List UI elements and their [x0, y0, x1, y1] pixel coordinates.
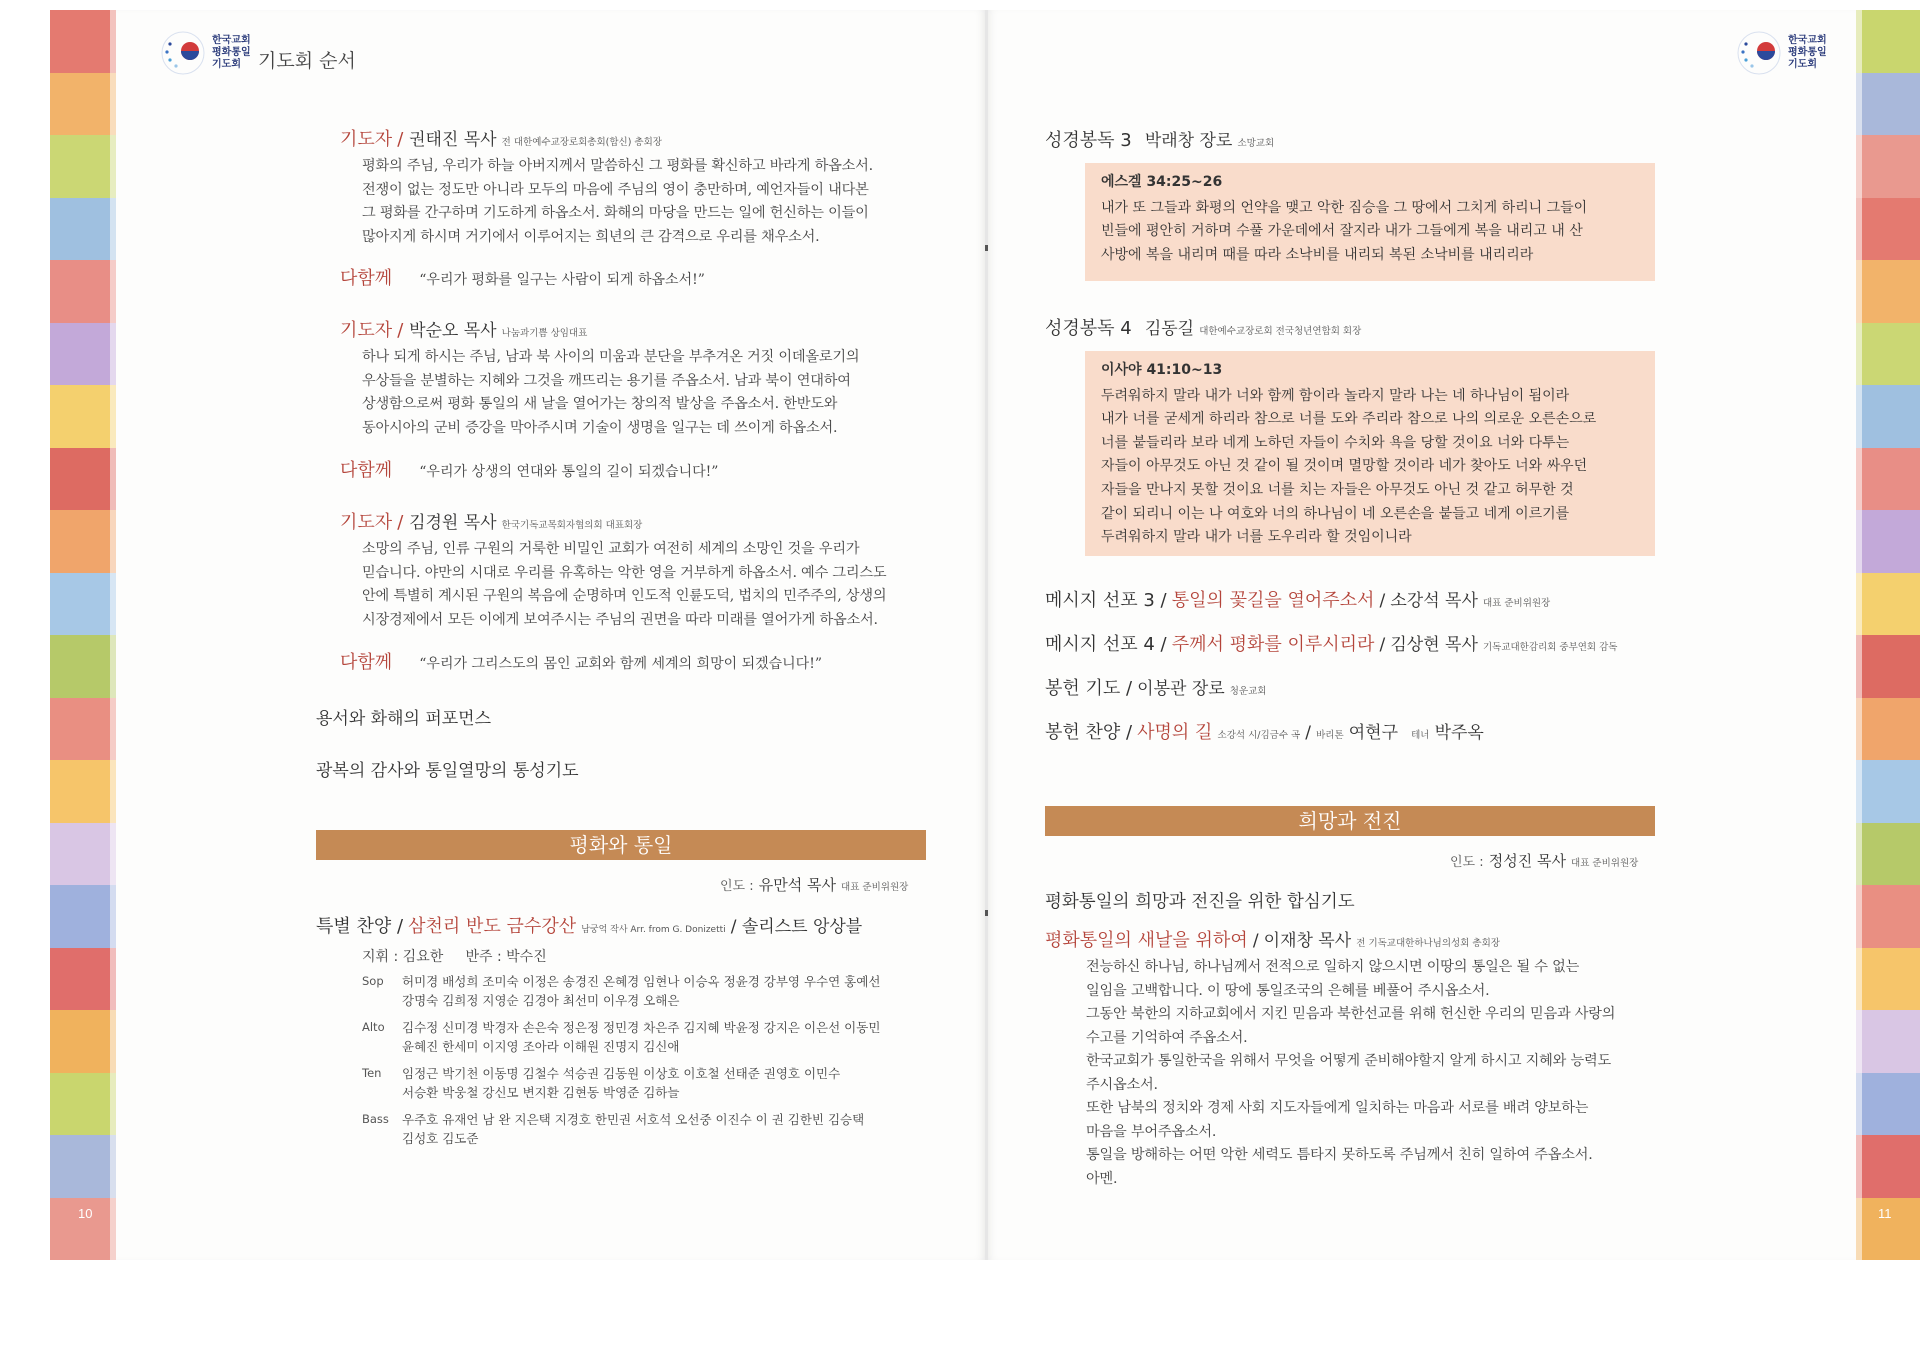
- message-title: 주께서 평화를 이루시리라: [1171, 634, 1375, 655]
- color-band: [50, 823, 116, 886]
- color-band: [1856, 823, 1920, 886]
- prayer-line: 많아지게 하시며 거기에서 이루어지는 희년의 큰 감격으로 우리를 채우소서.: [362, 228, 820, 245]
- prayer-1-text: [362, 155, 932, 249]
- prayer-line: 시장경제에서 모든 이에게 보여주시는 주님의 권면을 따라 미래를 열어가게 하옵소서.: [362, 611, 878, 628]
- logo-line: 기도회: [1788, 59, 1817, 70]
- prayer-3-response: [340, 648, 822, 674]
- prayer-leader-affiliation: 나눔과기쁨 상임대표: [501, 328, 588, 339]
- scripture-box-isaiah: [1085, 351, 1655, 556]
- hymn-performer: / 솔리스트 앙상블: [730, 917, 863, 937]
- section-leader: [720, 874, 908, 895]
- color-band: [50, 573, 116, 636]
- color-band: [1856, 635, 1920, 698]
- message-label: 메시지 선포 3 /: [1045, 590, 1167, 611]
- preacher-name: 김상현 목사: [1390, 635, 1478, 655]
- color-band: [50, 635, 116, 698]
- color-band: [1856, 260, 1920, 323]
- offering-prayer-name: 이봉관 장로: [1137, 679, 1225, 699]
- logo-line: 한국교회: [1788, 35, 1827, 46]
- color-band: [50, 1010, 116, 1073]
- header-logo-left: [160, 30, 251, 76]
- color-band: [50, 448, 116, 511]
- bible-reading-3: [1045, 126, 1274, 152]
- choir-names: 서승환 박웅철 강신모 변지환 김현동 박영준 김하늘: [402, 1085, 680, 1100]
- prayer-1-header: 기도자 / 권태진 목사 전 대한예수교장로회총회(합신) 총회장: [340, 129, 662, 150]
- scripture-box-ezekiel: [1085, 163, 1655, 281]
- choir-part-ten: [362, 1064, 942, 1102]
- right-color-stripe: [1856, 10, 1920, 1260]
- choir-part-label: Bass: [362, 1112, 389, 1126]
- choir-names: 윤혜진 한세미 이지영 조아라 이해원 진명지 김신애: [402, 1039, 680, 1054]
- prayer-role-label: 기도자: [340, 320, 393, 341]
- prayer-line: 믿습니다. 야만의 시대로 우리를 유혹하는 악한 영을 거부하게 하옵소서. 예수 그리스도: [362, 564, 887, 581]
- preacher-affiliation: 기독교대한감리회 중부연회 감독: [1482, 642, 1618, 653]
- preacher-name: 소강석 목사: [1390, 591, 1478, 611]
- preacher-affiliation: 대표 준비위원장: [1482, 598, 1551, 609]
- color-band: [1856, 73, 1920, 136]
- choir-names: 우주호 유재언 남 완 지은택 지경호 한민권 서호석 오선중 이진수 이 권 김한빈 김승택: [402, 1112, 865, 1127]
- color-band: [1856, 698, 1920, 761]
- color-band: [50, 1135, 116, 1198]
- color-band: [1856, 510, 1920, 573]
- peace-logo-icon: [160, 30, 206, 76]
- logo-line: 평화통일: [1788, 47, 1827, 58]
- leader-label: 인도 :: [1450, 855, 1484, 870]
- scripture-line: 같이 되리니 이는 나 여호와 너의 하나님이 네 오른손을 붙들고 네게 이르기를: [1101, 505, 1570, 522]
- offering-hymn-label: 봉헌 찬양 /: [1045, 722, 1133, 743]
- joint-prayer-title: 평화통일의 새날을 위하여: [1045, 930, 1248, 951]
- scripture-line: 사방에 복을 내리며 때를 따라 소낙비를 내리되 복된 소낙비를 내리리라: [1101, 246, 1534, 263]
- prayer-role-label: 기도자: [340, 512, 393, 533]
- choir-part-bass: [362, 1110, 942, 1148]
- offering-hymn-credit: 소강석 시/김금수 곡: [1217, 730, 1301, 741]
- scripture-line: 두려워하지 말라 내가 너와 함께 함이라 놀라지 말라 나는 네 하나님이 됨이라: [1101, 387, 1570, 404]
- scripture-line: 자들을 만나지 못할 것이요 너를 치는 자들은 아무것도 아닌 것 같고 허무한 것: [1101, 481, 1574, 498]
- logo-line: 평화통일: [212, 47, 251, 58]
- color-band: [50, 198, 116, 261]
- prayer-line: 전쟁이 없는 정도만 아니라 모두의 마음에 주님의 영이 충만하며, 예언자들이 내다본: [362, 181, 869, 198]
- prayer-line: 또한 남북의 정치와 경제 사회 지도자들에게 일치하는 마음과 서로를 배려 양보하는: [1086, 1100, 1589, 1116]
- prayer-line: 통일을 방해하는 어떤 악한 세력도 틈타지 못하도록 주님께서 친히 일하여 주옵소서.: [1086, 1147, 1593, 1163]
- choir-names: 허미경 배성희 조미숙 이정은 송경진 온혜경 임현나 이승옥 정윤경 강부영 우수연 홍예선: [402, 974, 881, 989]
- section-bar-peace-unification: 평화와 통일: [316, 830, 926, 860]
- header-logo-right: [1736, 30, 1827, 76]
- prayer-line: 그 평화를 간구하며 기도하게 하옵소서. 화해의 마당을 만드는 일에 헌신하는 이들이: [362, 205, 869, 221]
- offering-hymn-title: 사명의 길: [1137, 722, 1213, 743]
- color-band: [1856, 885, 1920, 948]
- performer-role: 테너: [1411, 730, 1430, 741]
- color-band: [1856, 10, 1920, 73]
- prayer-leader-affiliation: 전 대한예수교장로회총회(합신) 총회장: [501, 137, 662, 148]
- section-leader: [1450, 850, 1638, 871]
- prayer-line: 하나 되게 하시는 주님, 남과 북 사이의 미움과 분단을 부추겨온 거짓 이데올로기의: [362, 349, 860, 365]
- choir-names: 김성호 김도준: [402, 1131, 479, 1146]
- color-band: [1856, 573, 1920, 636]
- together-response: “우리가 평화를 일구는 사람이 되게 하옵소서!”: [419, 272, 705, 288]
- prayer-line: 일임을 고백합니다. 이 땅에 통일조국의 은혜를 베풀어 주시옵소서.: [1086, 982, 1490, 999]
- prayer-line: 우상들을 분별하는 지혜와 그것을 깨뜨리는 용기를 주옵소서. 남과 북이 연대하여: [362, 372, 851, 389]
- reader-name: 박래창 장로: [1144, 131, 1233, 151]
- reader-affiliation: 대한예수교장로회 전국청년연합회 회장: [1199, 326, 1362, 337]
- color-band: [50, 385, 116, 448]
- color-band: [1856, 448, 1920, 511]
- prayer-line: 한국교회가 통일한국을 위해서 무엇을 어떻게 준비해야할지 알게 하시고 지혜와 능력도: [1086, 1053, 1611, 1069]
- joint-prayer-heading: 평화통일의 희망과 전진을 위한 합심기도: [1045, 892, 1355, 912]
- reader-name: 김동길: [1144, 319, 1195, 339]
- message-title: 통일의 꽃길을 열어주소서: [1171, 590, 1375, 611]
- right-page-number: 11: [1878, 1206, 1892, 1221]
- choir-part-label: Ten: [362, 1066, 382, 1080]
- color-band: [50, 698, 116, 761]
- color-band: [1856, 1073, 1920, 1136]
- color-band: [1856, 385, 1920, 448]
- prayer-line: 상생함으로써 평화 통일의 새 날을 열어가는 창의적 발상을 주옵소서. 한반도와: [362, 396, 838, 412]
- together-label: 다함께: [340, 268, 393, 289]
- joint-prayer-header: 평화통일의 새날을 위하여 / 이재창 목사 전 기독교대한하나님의성회 총회장: [1045, 930, 1500, 951]
- prayer-leader-affiliation: 한국기독교목회자협의회 대표회장: [501, 520, 643, 531]
- program-item-performance: 용서와 화해의 퍼포먼스: [316, 709, 492, 729]
- message-label: 메시지 선포 4 /: [1045, 634, 1167, 655]
- logo-line: 한국교회: [212, 35, 251, 46]
- message-3: 메시지 선포 3 / 통일의 꽃길을 열어주소서 / 소강석 목사 대표 준비위원장: [1045, 590, 1551, 611]
- offering-prayer-label: 봉헌 기도 /: [1045, 678, 1133, 699]
- color-band: [50, 885, 116, 948]
- choir-part-alto: [362, 1018, 942, 1056]
- color-band: [1856, 760, 1920, 823]
- prayer-leader-name: 박순오 목사: [409, 321, 497, 341]
- left-color-stripe: [50, 10, 116, 1260]
- bible-reading-4: [1045, 314, 1361, 340]
- conductor-accompanist: 지휘 : 김요한 반주 : 박수진: [362, 949, 547, 965]
- color-band: [50, 760, 116, 823]
- choir-names: 강명숙 김희정 지영순 김경아 최선미 이우경 오해은: [402, 993, 680, 1008]
- prayer-role-label: 기도자: [340, 129, 393, 150]
- reading-label: 성경봉독 3: [1045, 130, 1132, 151]
- color-band: [50, 510, 116, 573]
- leader-name: 정성진 목사: [1488, 852, 1566, 870]
- choir-part-label: Sop: [362, 974, 384, 988]
- offering-prayer-affiliation: 청운교회: [1229, 686, 1267, 697]
- color-band: [50, 73, 116, 136]
- message-4: 메시지 선포 4 / 주께서 평화를 이루시리라 / 김상현 목사 기독교대한감리회 중부연회 감독: [1045, 634, 1618, 655]
- color-band: [50, 10, 116, 73]
- scripture-reference: 이사야 41:10~13: [1101, 362, 1223, 378]
- prayer-line: 안에 특별히 계시된 구원의 복음에 순명하며 인도적 인륜도덕, 법치의 민주주의, 상생의: [362, 588, 887, 604]
- page-title: 기도회 순서: [258, 50, 356, 72]
- prayer-1-response: [340, 264, 705, 290]
- scripture-line: 내가 너를 굳세게 하리라 참으로 너를 도와 주리라 참으로 나의 의로운 오른손으로: [1101, 411, 1597, 428]
- reader-affiliation: 소망교회: [1237, 138, 1275, 149]
- color-band: [1856, 135, 1920, 198]
- performer-role: 바리톤: [1316, 730, 1344, 741]
- prayer-line: 아멘.: [1086, 1170, 1118, 1187]
- color-band: [1856, 198, 1920, 261]
- leader-label: 인도 :: [720, 879, 754, 894]
- prayer-line: 평화의 주님, 우리가 하늘 아버지께서 말씀하신 그 평화를 확신하고 바라게 하옵소서.: [362, 158, 873, 174]
- scripture-reference: 에스겔 34:25~26: [1101, 174, 1223, 190]
- prayer-line: 동아시아의 군비 증강을 막아주시며 기술이 생명을 일구는 데 쓰이게 하옵소서.: [362, 419, 838, 436]
- performer-name: 박주옥: [1434, 723, 1484, 743]
- hymn-credit: 남궁억 작사 Arr. from G. Donizetti: [581, 925, 726, 935]
- prayer-2-text: [362, 346, 932, 440]
- special-hymn-line: [316, 912, 862, 938]
- prayer-2-response: [340, 456, 718, 482]
- offering-hymn: 봉헌 찬양 / 사명의 길 소강석 시/김금수 곡 / 바리톤 여현구 테너 박주옥: [1045, 722, 1484, 743]
- prayer-line: 그동안 북한의 지하교회에서 지킨 믿음과 북한선교를 위해 헌신한 우리의 믿음과 사랑의: [1086, 1006, 1616, 1022]
- joint-prayer-affiliation: 전 기독교대한하나님의성회 총회장: [1356, 938, 1500, 949]
- color-band: [1856, 1135, 1920, 1198]
- peace-logo-icon: [1736, 30, 1782, 76]
- hymn-title: 삼천리 반도 금수강산: [408, 916, 577, 937]
- logo-line: 기도회: [212, 59, 241, 70]
- offering-prayer: [1045, 674, 1266, 700]
- choir-part-label: Alto: [362, 1020, 385, 1034]
- joint-prayer-text: [1086, 956, 1666, 1191]
- prayer-3-text: [362, 538, 932, 632]
- color-band: [50, 1073, 116, 1136]
- scripture-line: 자들이 아무것도 아닌 것 같이 될 것이며 멸망할 것이라 네가 찾아도 너와 싸우던: [1101, 458, 1588, 475]
- left-page-number: 10: [78, 1206, 93, 1221]
- performer-name: 여현구: [1348, 723, 1399, 743]
- prayer-line: 소망의 주님, 인류 구원의 거룩한 비밀인 교회가 여전히 세계의 소망인 것을 우리가: [362, 541, 860, 557]
- choir-roster: [362, 972, 942, 1148]
- prayer-line: 수고를 기억하여 주옵소서.: [1086, 1029, 1248, 1046]
- prayer-leader-name: 권태진 목사: [409, 130, 497, 150]
- prayer-leader-name: 김경원 목사: [409, 513, 497, 533]
- leader-affiliation: 대표 준비위원장: [841, 882, 909, 893]
- prayer-line: 마음을 부어주옵소서.: [1086, 1123, 1217, 1140]
- prayer-line: 주시옵소서.: [1086, 1076, 1158, 1093]
- leader-affiliation: 대표 준비위원장: [1571, 858, 1639, 869]
- scripture-line: 너를 붙들리라 보라 네게 노하던 자들이 수치와 욕을 당할 것이요 너와 다투는: [1101, 434, 1570, 451]
- together-response: “우리가 그리스도의 몸인 교회와 함께 세계의 희망이 되겠습니다!”: [419, 656, 822, 672]
- color-band: [50, 260, 116, 323]
- together-label: 다함께: [340, 652, 393, 673]
- program-item-prayer: 광복의 감사와 통일열망의 통성기도: [316, 761, 579, 781]
- color-band: [50, 948, 116, 1011]
- together-label: 다함께: [340, 460, 393, 481]
- hymn-label: 특별 찬양 /: [316, 916, 404, 937]
- section-bar-hope-progress: 희망과 전진: [1045, 806, 1655, 836]
- prayer-line: 전능하신 하나님, 하나님께서 전적으로 일하지 않으시면 이땅의 통일은 될 수 없는: [1086, 959, 1580, 975]
- color-band: [50, 323, 116, 386]
- color-band: [1856, 1010, 1920, 1073]
- color-band: [1856, 323, 1920, 386]
- joint-prayer-leader: 이재창 목사: [1263, 931, 1352, 951]
- choir-names: 임정근 박기천 이동명 김철수 석승권 김동원 이상호 이호철 선태준 권영호 이민수: [402, 1066, 841, 1081]
- scripture-line: 빈들에 평안히 거하며 수풀 가운데에서 잘지라 내가 그들에게 복을 내리고 내 산: [1101, 223, 1583, 240]
- color-band: [50, 135, 116, 198]
- color-band: [1856, 948, 1920, 1011]
- prayer-3-header: 기도자 / 김경원 목사 한국기독교목회자협의회 대표회장: [340, 512, 643, 533]
- scripture-line: 두려워하지 말라 내가 너를 도우리라 할 것임이니라: [1101, 529, 1412, 546]
- leader-name: 유만석 목사: [758, 876, 836, 894]
- choir-names: 김수정 신미경 박경자 손은숙 정은정 정민경 차은주 김지혜 박윤정 강지은 이은선 이동민: [402, 1020, 881, 1035]
- scripture-line: 내가 또 그들과 화평의 언약을 맺고 악한 짐승을 그 땅에서 그치게 하리니 그들이: [1101, 199, 1588, 216]
- prayer-2-header: 기도자 / 박순오 목사 나눔과기쁨 상임대표: [340, 320, 588, 341]
- choir-part-sop: [362, 972, 942, 1010]
- together-response: “우리가 상생의 연대와 통일의 길이 되겠습니다!”: [419, 464, 719, 480]
- reading-label: 성경봉독 4: [1045, 318, 1132, 339]
